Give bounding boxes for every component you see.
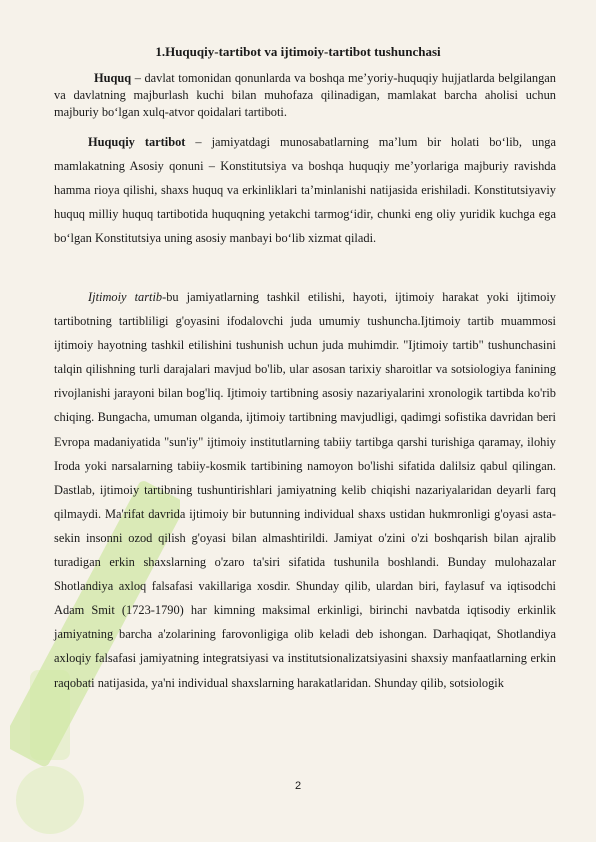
document-title: 1.Huquqiy-tartibot va ijtimoiy-tartibot tushunchasi xyxy=(155,44,441,59)
term-ijtimoiy-tartib: Ijtimoiy tartib xyxy=(88,290,163,304)
paragraph-text: – davlat tomonidan qonunlarda va boshqa me’yoriy-huquqiy hujjatlarda belgilangan va davlatning majburlash kuchi bilan muhofaza qilinadigan, mamlakat barcha aholisi uchun majburiy bo‘lgan xulq-atvor qoidalari tartiboti. xyxy=(54,71,556,119)
paragraph-huquq xyxy=(54,70,556,121)
term-huquq: Huquq xyxy=(94,71,132,85)
paragraph-ijtimoiy-tartib xyxy=(54,285,556,695)
paragraph-huquqiy-tartibot xyxy=(54,130,556,250)
term-huquqiy-tartibot: Huquqiy tartibot xyxy=(88,135,186,149)
paragraph-text: -bu jamiyatlarning tashkil etilishi, hayoti, ijtimoiy harakat yoki ijtimoiy tartibotning tartibliligi g'oyasini ifodalovchi juda umumiy tushuncha.Ijtimoiy tartib muammosi ijtimoiy hayotning tashkil etilishini tushunish uchun juda muhimdir. "Ijtimoiy tartib" tushunchasini talqin qilishning turli darajalari mavjud bo'lib, ular asosan tarixiy sharoitlar va sotsiologiya fanining rivojlanishi jarayoni bilan bog'liq. Ijtimoiy tartibning asosiy nazariyalarini xronologik tartibda ko'rib chiqing. Bungacha, umuman olganda, ijtimoiy tartibning mavjudligi, qadimgi sofistika davridan beri Evropa madaniyatida "sun'iy" ijtimoiy institutlarning tabiiy tartibga qarshi turishiga qaramay, ilohiy Iroda yoki narsalarning tabiiy-kosmik tartibining namoyon bo'lishi sifatida dalilsiz qabul qilingan. Dastlab, ijtimoiy tartibning tushuntirishlari jamiyatning kelib chiqishi nazariyalaridan deyarli farq qilmaydi. Ma'rifat davrida ijtimoiy bir butunning individual shaxs ustidan hukmronligi g'oyasi asta-sekin insonni ozod qilish g'oyasi bilan almashtirildi. Jamiyat o'zini o'zi boshqarish bilan ajralib turadigan erkin shaxslarning o'zaro ta'siri sifatida tushunila boshlandi. Bunday mulohazalar Shotlandiya axloq falsafasi vakillariga xosdir. Shunday qilib, ulardan biri, faylasuf va iqtisodchi Adam Smit (1723-1790) har kimning maksimal erkinligi, birinchi navbatda iqtisodiy erkinlik jamiyatning barcha a'zolarining farovonligiga olib keladi deb ishongan. Darhaqiqat, Shotlandiya axloqiy falsafasi jamiyatning integratsiyasi va institutsionalizatsiyasini shaxsiy manfaatlarning erkin raqobati natijasida, ya'ni individual shaxslarning harakatlaridan. Shunday qilib, sotsiologik xyxy=(54,290,556,690)
paragraph-text: – jamiyatdagi munosabatlarning ma’lum bir holati bo‘lib, unga mamlakatning Asosiy qonuni – Konstitutsiya va boshqa huquqiy me’yorlariga majburiy ravishda hamma rioya qilishi, shaxs huquq va erkinliklari ta’minlanishi natijasida erishiladi. Konstitutsiyaviy huquq milliy huquq tartibotida huquqning yetakchi tarmog‘idir, chunki eng oliy yuridik kuchga ega bo‘lgan Konstitutsiya uning asosiy manbayi bo‘lib xizmat qiladi. xyxy=(54,135,556,245)
page-number: 2 xyxy=(294,780,302,792)
